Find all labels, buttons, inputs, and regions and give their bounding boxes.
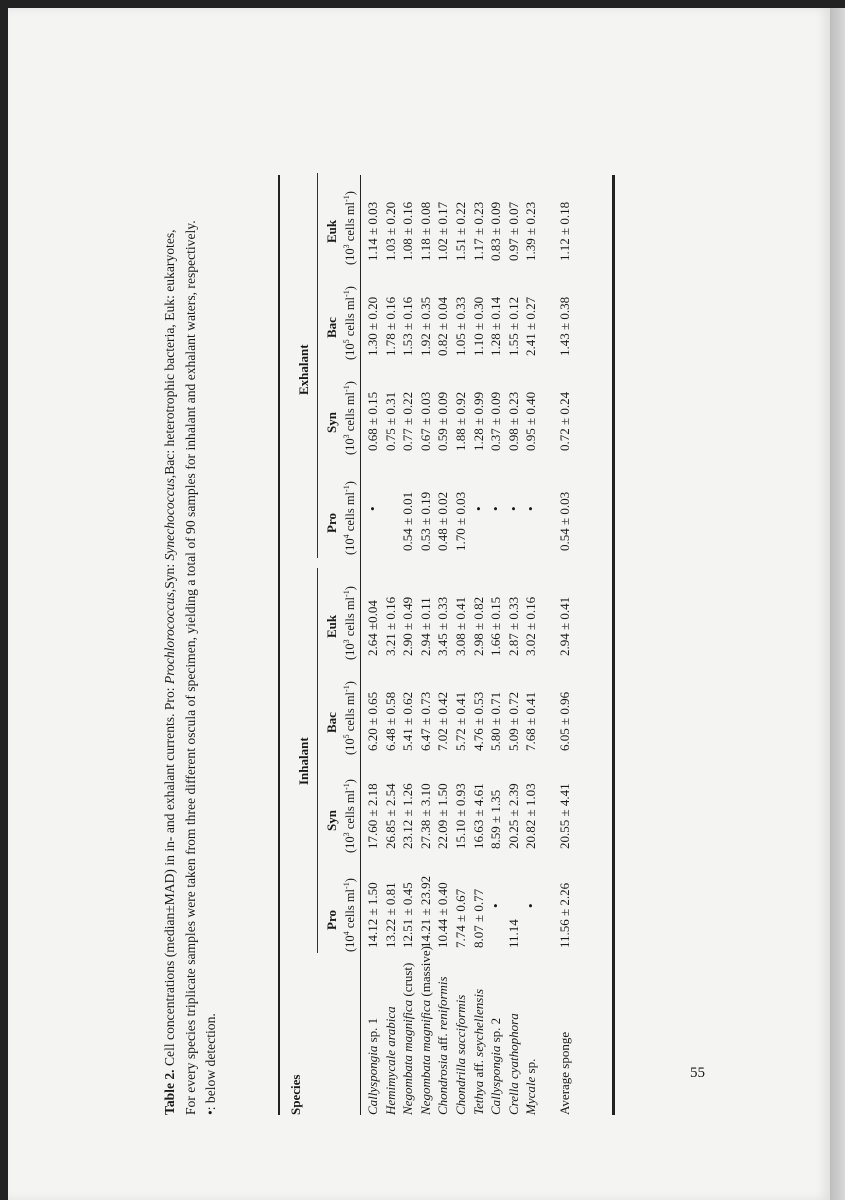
table-cell: 15.10 ± 0.93 xyxy=(453,783,468,849)
column-header-euk: Euk xyxy=(324,219,339,243)
species-name: Tethya aff. seychellensis xyxy=(470,988,486,1115)
column-unit: ($10^5$ cells $ml^{-1}$) xyxy=(342,681,358,755)
table-cell: • xyxy=(523,506,539,511)
table-cell: 0.54 ± 0.03 xyxy=(557,491,572,551)
inhalant-underline xyxy=(317,568,318,953)
caption-text-3: ,Bac: heterotrophic bacteria, Euk: eukaryotes, xyxy=(162,229,177,479)
table-cell: 1.70 ± 0.03 xyxy=(453,491,468,551)
inhalant-header: Inhalant xyxy=(296,737,311,785)
table-cell: 1.10 ± 0.30 xyxy=(470,296,486,356)
column-header-syn: Syn xyxy=(324,412,339,433)
table-cell: 11.14 xyxy=(505,919,521,948)
table-cell: 20.82 ± 1.03 xyxy=(523,783,539,849)
table-cell: 1.02 ± 0.17 xyxy=(435,201,451,261)
caption-line-3: •: below detection. xyxy=(203,1013,218,1115)
table-cell: 0.97 ± 0.07 xyxy=(505,201,521,261)
table-cell: 1.39 ± 0.23 xyxy=(523,201,539,261)
table-cell: 1.08 ± 0.16 xyxy=(400,201,416,261)
table-cell: 0.83 ± 0.09 xyxy=(488,201,504,261)
caption-line-2: For every species triplicate samples were taken from three different oscula of specimen, yielding a total of 90 samples for inhalant and exhalant waters, respectively. xyxy=(182,220,198,1115)
table-cell: 1.12 ± 0.18 xyxy=(557,201,572,261)
species-name: Chondrilla sacciformis xyxy=(453,994,468,1115)
table-cell: 1.78 ± 0.16 xyxy=(382,296,398,356)
table-cell: • xyxy=(470,506,486,511)
table-cell: 0.68 ± 0.15 xyxy=(365,391,380,451)
caption-text-1: Cell concentrations (median±MAD) in in- and exhalant currents. Pro: xyxy=(162,684,177,1070)
table-cell: 8.59 ± 1.35 xyxy=(488,789,504,849)
table-cell: 0.54 ± 0.01 xyxy=(400,491,416,551)
table-cell: 0.98 ± 0.23 xyxy=(505,391,521,451)
table-bottom-rule xyxy=(612,175,615,1115)
column-unit: ($10^4$ cells $ml^{-1}$) xyxy=(342,481,358,555)
column-unit: ($10^4$ cells $ml^{-1}$) xyxy=(342,878,358,952)
table-cell: 14.21 ± 23.92 xyxy=(417,875,433,948)
table-cell: 1.05 ± 0.33 xyxy=(453,296,468,356)
table-cell: 0.72 ± 0.24 xyxy=(557,391,572,451)
column-unit: ($10^3$ cells $ml^{-1}$) xyxy=(342,191,358,265)
table-cell: • xyxy=(488,903,504,908)
table-cell: 11.56 ± 2.26 xyxy=(557,882,572,948)
table-cell: 1.51 ± 0.22 xyxy=(453,201,468,261)
column-unit: ($10^5$ cells $ml^{-1}$) xyxy=(342,286,358,360)
caption-prochlorococcus: Prochlorococcus xyxy=(162,592,177,685)
table-cell: 5.72 ± 0.41 xyxy=(453,691,468,751)
header-bottom-rule xyxy=(360,175,361,1115)
table-cell: 27.38 ± 3.10 xyxy=(417,783,433,849)
table-cell: 6.05 ± 0.96 xyxy=(557,691,572,751)
species-name: Crella cyathophora xyxy=(505,1013,521,1115)
column-header-pro: Pro xyxy=(324,513,339,533)
table-cell: • xyxy=(523,903,539,908)
caption-synechococcus: Synechococcus xyxy=(162,478,177,561)
table-cell: 1.14 ± 0.03 xyxy=(365,201,380,261)
table-cell: 5.09 ± 0.72 xyxy=(505,691,521,751)
table-cell: 1.28 ± 0.14 xyxy=(488,296,504,356)
table-cell: 6.20 ± 0.65 xyxy=(365,691,380,751)
table-top-rule xyxy=(278,175,280,1115)
caption-text-2: ,Syn: xyxy=(162,560,177,593)
table-cell: 14.12 ± 1.50 xyxy=(365,882,380,948)
table-cell: 7.02 ± 0.42 xyxy=(435,691,451,751)
table-cell: 1.55 ± 0.12 xyxy=(505,296,521,356)
table-cell: 0.82 ± 0.04 xyxy=(435,296,451,356)
table-cell: 6.47 ± 0.73 xyxy=(417,691,433,751)
table-cell: 2.94 ± 0.11 xyxy=(417,597,433,656)
page-number: 55 xyxy=(690,1065,705,1081)
table-cell: 3.08 ± 0.41 xyxy=(453,596,468,656)
table-cell: 2.64 ±0.04 xyxy=(365,600,380,656)
table-cell: 7.68 ± 0.41 xyxy=(523,691,539,751)
table-cell: 16.63 ± 4.61 xyxy=(470,783,486,849)
table-cell: 8.07 ± 0.77 xyxy=(470,888,486,948)
table-cell: 2.90 ± 0.49 xyxy=(400,596,416,656)
table-cell: 26.85 ± 2.54 xyxy=(382,783,398,849)
table-cell: 6.48 ± 0.58 xyxy=(382,691,398,751)
species-name: Chondrosia aff. reniformis xyxy=(435,976,451,1115)
table-cell: 3.21 ± 0.16 xyxy=(382,596,398,656)
table-cell: 1.66 ± 0.15 xyxy=(488,596,504,656)
species-name: Callyspongia sp. 2 xyxy=(488,1017,504,1115)
species-header: Species xyxy=(288,1074,303,1115)
column-unit: ($10^3$ cells $ml^{-1}$) xyxy=(342,586,358,660)
table-cell: 2.41 ± 0.27 xyxy=(523,296,539,356)
table-cell: • xyxy=(365,506,380,511)
table-cell: 20.55 ± 4.41 xyxy=(557,783,572,849)
species-name: Negombata magnifica (crust) xyxy=(400,962,416,1115)
table-cell: 1.28 ± 0.99 xyxy=(470,391,486,451)
table-cell: 0.37 ± 0.09 xyxy=(488,391,504,451)
table-cell: 1.43 ± 0.38 xyxy=(557,296,572,356)
column-header-syn: Syn xyxy=(324,810,339,831)
table-cell: 1.53 ± 0.16 xyxy=(400,296,416,356)
table-cell: 20.25 ± 2.39 xyxy=(505,783,521,849)
species-name: Hemimycale arabica xyxy=(382,1006,398,1115)
species-name: Callyspongia sp. 1 xyxy=(365,1017,380,1115)
column-header-euk: Euk xyxy=(324,614,339,638)
table-cell: 5.41 ± 0.62 xyxy=(400,691,416,751)
table-cell: 3.02 ± 0.16 xyxy=(523,596,539,656)
table-cell: • xyxy=(505,506,521,511)
table-cell: 0.75 ± 0.31 xyxy=(382,391,398,451)
table-caption xyxy=(160,175,222,1115)
table-cell: 0.95 ± 0.40 xyxy=(523,391,539,451)
table-cell: 12.51 ± 0.45 xyxy=(400,882,416,948)
table-cell: 1.17 ± 0.23 xyxy=(470,201,486,261)
column-header-bac: Bac xyxy=(324,317,339,338)
column-header-bac: Bac xyxy=(324,712,339,733)
table-cell: 0.53 ± 0.19 xyxy=(417,491,433,551)
species-name: Mycale sp. xyxy=(523,1058,539,1115)
exhalant-underline xyxy=(317,173,318,558)
table-cell: 5.80 ± 0.71 xyxy=(488,691,504,751)
table-cell: 1.18 ± 0.08 xyxy=(417,201,433,261)
table-cell: 22.09 ± 1.50 xyxy=(435,783,451,849)
table-cell: 0.48 ± 0.02 xyxy=(435,491,451,551)
table-cell: • xyxy=(488,506,504,511)
rotated-table-block xyxy=(160,115,845,1115)
species-name: Negombata magnifica (massive) xyxy=(417,946,433,1115)
exhalant-header: Exhalant xyxy=(296,344,311,395)
table-cell: 17.60 ± 2.18 xyxy=(365,783,380,849)
table-cell: 7.74 ± 0.67 xyxy=(453,888,468,948)
table-cell: 2.94 ± 0.41 xyxy=(557,596,572,656)
table-cell: 1.92 ± 0.35 xyxy=(417,296,433,356)
table-cell: 13.22 ± 0.81 xyxy=(382,882,398,948)
table-cell: 10.44 ± 0.40 xyxy=(435,882,451,948)
table-cell: 1.88 ± 0.92 xyxy=(453,391,468,451)
column-unit: ($10^3$ cells $ml^{-1}$) xyxy=(342,381,358,455)
table-cell: 0.77 ± 0.22 xyxy=(400,391,416,451)
column-header-pro: Pro xyxy=(324,910,339,930)
column-unit: ($10^3$ cells $ml^{-1}$) xyxy=(342,779,358,853)
table-cell: 0.67 ± 0.03 xyxy=(417,391,433,451)
table-cell: 1.03 ± 0.20 xyxy=(382,201,398,261)
average-label: Average sponge xyxy=(557,1031,572,1115)
table-cell: 23.12 ± 1.26 xyxy=(400,783,416,849)
table-cell: 2.87 ± 0.33 xyxy=(505,596,521,656)
table-cell: 4.76 ± 0.53 xyxy=(470,691,486,751)
table-cell: 1.30 ± 0.20 xyxy=(365,296,380,356)
table-cell: 2.98 ± 0.82 xyxy=(470,596,486,656)
table-cell: 0.59 ± 0.09 xyxy=(435,391,451,451)
table-cell: 3.45 ± 0.33 xyxy=(435,596,451,656)
caption-label: Table 2. xyxy=(162,1069,177,1115)
